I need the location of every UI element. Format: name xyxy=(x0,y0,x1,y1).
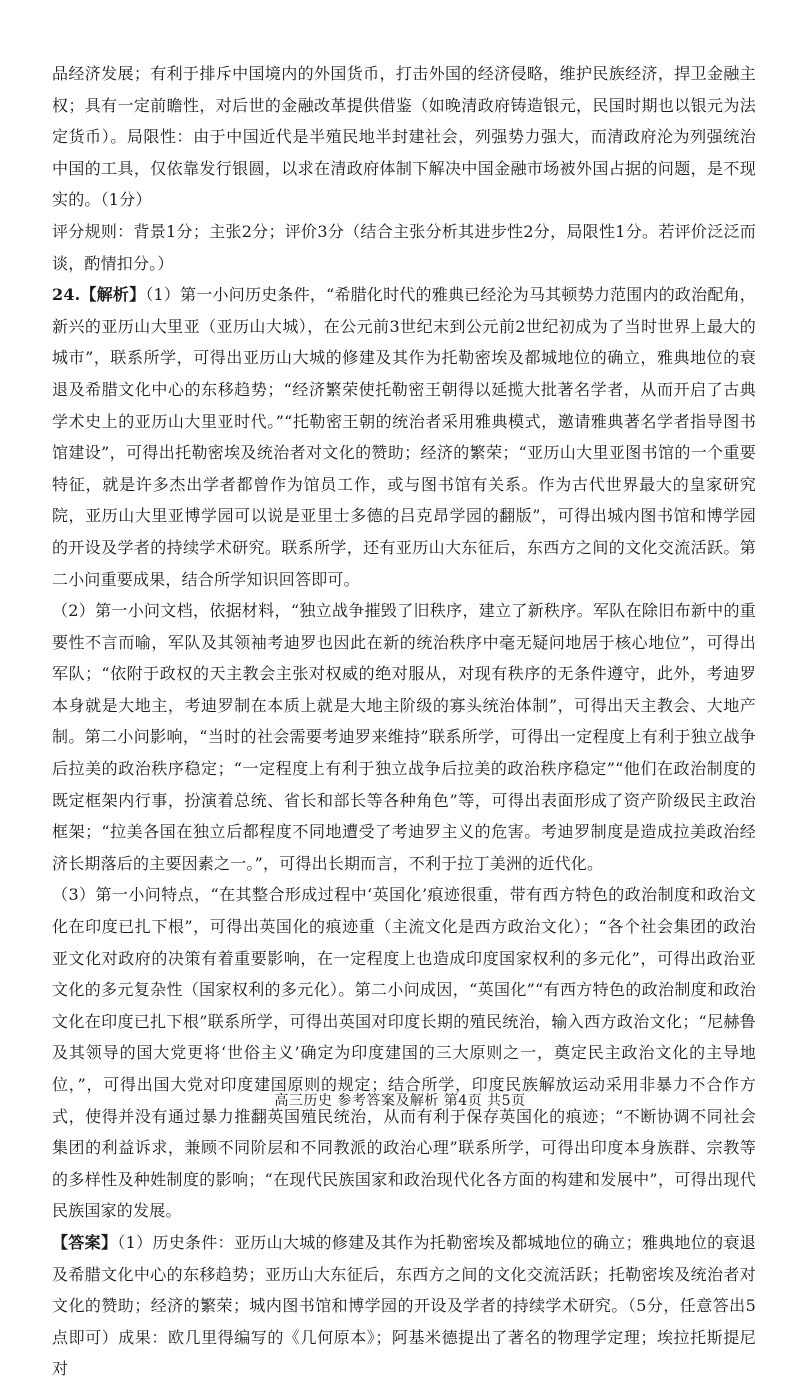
page-footer: 高三历史 参考答案及解析 第4页 共5页 xyxy=(274,1093,526,1109)
paragraph-q24-part2: （2）第一小问文档，依据材料，“独立战争摧毁了旧秩序，建立了新秩序。军队在除旧布新中的重要性不言而喻，军队及其领袖考迪罗也因此在新的统治秩序中毫无疑问地居于核心地位”，可得出军队；“依附于政权的天主教会主张对权威的绝对服从，对现有秩序的无条件遵守，此外，考迪罗本身就是大地主，考迪罗制在本质上就是大地主阶级的寡头统治体制”，可得出天主教会、大地产制。第二小问影响，“当时的社会需要考迪罗来维持”联系所学，可得出一定程度上有利于独立战争后拉美的政治秩序稳定；“一定程度上有利于独立战争后拉美的政治秩序稳定”“他们在政治制度的既定框架内行事，扮演着总统、省长和部长等各种角色”等，可得出表面形成了资产阶级民主政治框架；“拉美各国在独立后都程度不同地遭受了考迪罗主义的危害。考迪罗制度是造成拉美政治经济长期落后的主要因素之一。”，可得出长期而言，不利于拉丁美洲的近代化。 xyxy=(52,601,756,873)
paragraph-q24-answer xyxy=(52,1227,756,1385)
paragraph-q24-part3: （3）第一小问特点，“在其整合形成过程中‘英国化’痕迹很重，带有西方特色的政治制度和政治文化在印度已扎下根”，可得出英国化的痕迹重（主流文化是西方政治文化）；“各个社会集团的政治亚文化对政府的决策有着重要影响，在一定程度上也造成印度国家权利的多元化”，可得出政治亚文化的多元复杂性（国家权利的多元化）。第二小问成因，“英国化”“有西方特色的政治制度和政治文化在印度已扎下根”联系所学，可得出英国对印度长期的殖民统治，输入西方政治文化；“尼赫鲁及其领导的国大党更将‘世俗主义’确定为印度建国的三大原则之一，奠定民主政治文化的主导地位，”，可得出国大党对印度建国原则的规定；结合所学，印度民族解放运动采用非暴力不合作方式，使得并没有通过暴力推翻英国殖民统治，从而有利于保存英国化的痕迹；“不断协调不同社会集团的利益诉求，兼顾不同阶层和不同教派的政治心理”联系所学，可得出印度本身族群、宗教等的多样性及种姓制度的影响；“在现代民族国家和政治现代化各方面的构建和发展中”，可得出现代民族国家的发展。 xyxy=(52,885,756,1221)
paragraph-evaluation-continued: 品经济发展；有利于排斥中国境内的外国货币，打击外国的经济侵略，维护民族经济，捍卫金融主权；具有一定前瞻性，对后世的金融改革提供借鉴（如晚清政府铸造银元，民国时期也以银元为法定货币）。局限性：由于中国近代是半殖民地半封建社会，列强势力强大，而清政府沦为列强统治中国的工具，仅依靠发行银圆，以求在清政府体制下解决中国金融市场被外国占据的问题，是不现实的。（1分） xyxy=(52,64,756,210)
answer-text: （1）历史条件：亚历山大城的修建及其作为托勒密埃及都城地位的确立；雅典地位的衰退及希腊文化中心的东移趋势；亚历山大东征后，东西方之间的文化交流活跃；托勒密埃及统治者对文化的赞助；经济的繁荣；城内图书馆和博学园的开设及学者的持续学术研究。（5分，任意答出5点即可）成果：欧几里得编写的《几何原本》；阿基米德提出了著名的物理学定理；埃拉托斯提尼对 xyxy=(52,1232,756,1379)
answer-label: 【答案】 xyxy=(52,1232,118,1252)
paragraph-scoring-rules: 评分规则：背景1分；主张2分；评价3分（结合主张分析其进步性2分，局限性1分。若评价泛泛而谈，酌情扣分。） xyxy=(52,221,756,273)
q24-part1-text: （1）第一小问历史条件，“希腊化时代的雅典已经沦为马其顿势力范围内的政治配角，新兴的亚历山大里亚（亚历山大城），在公元前3世纪末到公元前2世纪初成为了当时世界上最大的城市”，联系所学，可得出亚历山大城的修建及其作为托勒密埃及都城地位的确立，雅典地位的衰退及希腊文化中心的东移趋势；“经济繁荣使托勒密王朝得以延揽大批著名学者，从而开启了古典学术史上的亚历山大里亚时代。”“托勒密王朝的统治者采用雅典模式，邀请雅典著名学者指导图书馆建设”，可得出托勒密埃及统治者对文化的赞助；经济的繁荣；“亚历山大里亚图书馆的一个重要特征，就是许多杰出学者都曾作为馆员工作，或与图书馆有关系。作为古代世界最大的皇家研究院，亚历山大里亚博学园可以说是亚里士多德的吕克昂学园的翻版”，可得出城内图书馆和博学园的开设及学者的持续学术研究。联系所学，还有亚历山大东征后，东西方之间的文化交流活跃。第二小问重要成果，结合所学知识回答即可。 xyxy=(52,285,756,589)
paragraph-q24-part1 xyxy=(52,279,756,595)
q24-analysis-label: 24.【解析】 xyxy=(52,285,146,305)
